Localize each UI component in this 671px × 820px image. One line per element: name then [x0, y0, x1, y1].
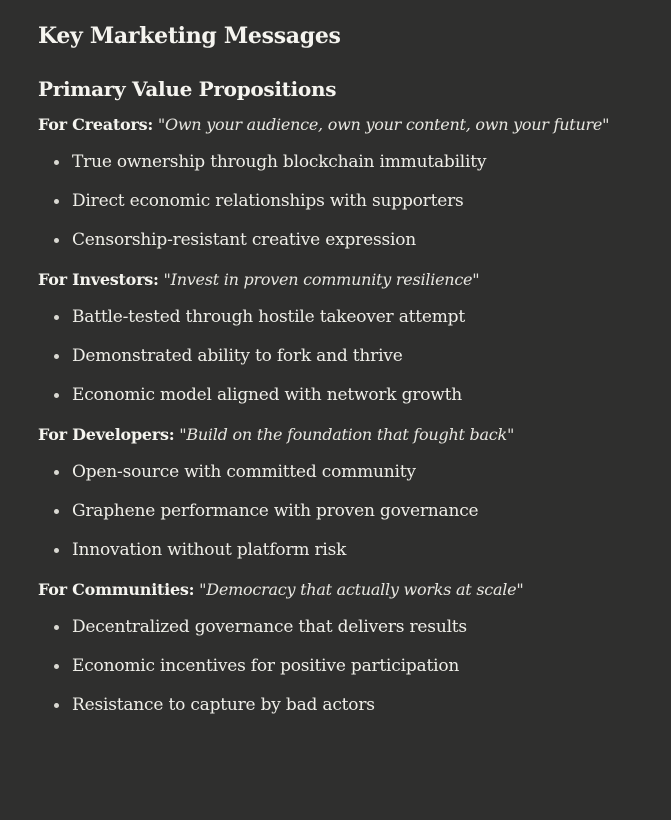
list-item — [38, 692, 647, 731]
section-heading — [38, 266, 647, 294]
audience-label: For Communities: — [38, 580, 195, 599]
list-item-text: Demonstrated ability to fork and thrive — [72, 346, 403, 366]
audience-label: For Creators: — [38, 115, 154, 134]
section-investors — [38, 266, 647, 421]
list-item-text: Censorship-resistant creative expression — [72, 230, 417, 250]
section-heading — [38, 111, 647, 139]
list-item-text: Economic model aligned with network growth — [72, 385, 462, 405]
section-heading — [38, 421, 647, 449]
section-subtitle: Primary Value Propositions — [38, 77, 337, 101]
section-heading — [38, 576, 647, 604]
list-item-text: Graphene performance with proven governance — [72, 501, 479, 521]
list-item — [38, 653, 647, 692]
value-list — [38, 614, 647, 731]
bullet-icon — [54, 393, 59, 398]
bullet-icon — [54, 664, 59, 669]
audience-label: For Investors: — [38, 270, 159, 289]
bullet-icon — [54, 354, 59, 359]
section-developers — [38, 421, 647, 576]
list-item-text: Innovation without platform risk — [72, 540, 347, 560]
bullet-icon — [54, 199, 59, 204]
bullet-icon — [54, 548, 59, 553]
list-item — [38, 382, 647, 421]
list-item-text: Resistance to capture by bad actors — [72, 695, 375, 715]
page-title: Key Marketing Messages — [38, 23, 341, 49]
list-item — [38, 614, 647, 653]
list-item-text: Economic incentives for positive participation — [72, 656, 460, 676]
value-list — [38, 304, 647, 421]
value-list — [38, 459, 647, 576]
tagline-quote: "Own your audience, own your content, own your future" — [157, 115, 610, 134]
bullet-icon — [54, 509, 59, 514]
tagline-quote: "Build on the foundation that fought back" — [179, 425, 515, 444]
bullet-icon — [54, 315, 59, 320]
section-communities — [38, 576, 647, 731]
list-item — [38, 304, 647, 343]
bullet-icon — [54, 238, 59, 243]
list-item — [38, 343, 647, 382]
list-item — [38, 537, 647, 576]
list-item — [38, 188, 647, 227]
list-item-text: Direct economic relationships with supporters — [72, 191, 464, 211]
tagline-quote: "Invest in proven community resilience" — [163, 270, 480, 289]
bullet-icon — [54, 625, 59, 630]
bullet-icon — [54, 470, 59, 475]
list-item — [38, 498, 647, 537]
list-item-text: True ownership through blockchain immutability — [72, 152, 487, 172]
tagline-quote: "Democracy that actually works at scale" — [199, 580, 524, 599]
list-item — [38, 149, 647, 188]
bullet-icon — [54, 703, 59, 708]
list-item-text: Decentralized governance that delivers results — [72, 617, 467, 637]
bullet-icon — [54, 160, 59, 165]
section-creators — [38, 111, 647, 266]
audience-label: For Developers: — [38, 425, 175, 444]
list-item — [38, 227, 647, 266]
list-item-text: Battle-tested through hostile takeover attempt — [72, 307, 465, 327]
list-item-text: Open-source with committed community — [72, 462, 416, 482]
value-list — [38, 149, 647, 266]
list-item — [38, 459, 647, 498]
